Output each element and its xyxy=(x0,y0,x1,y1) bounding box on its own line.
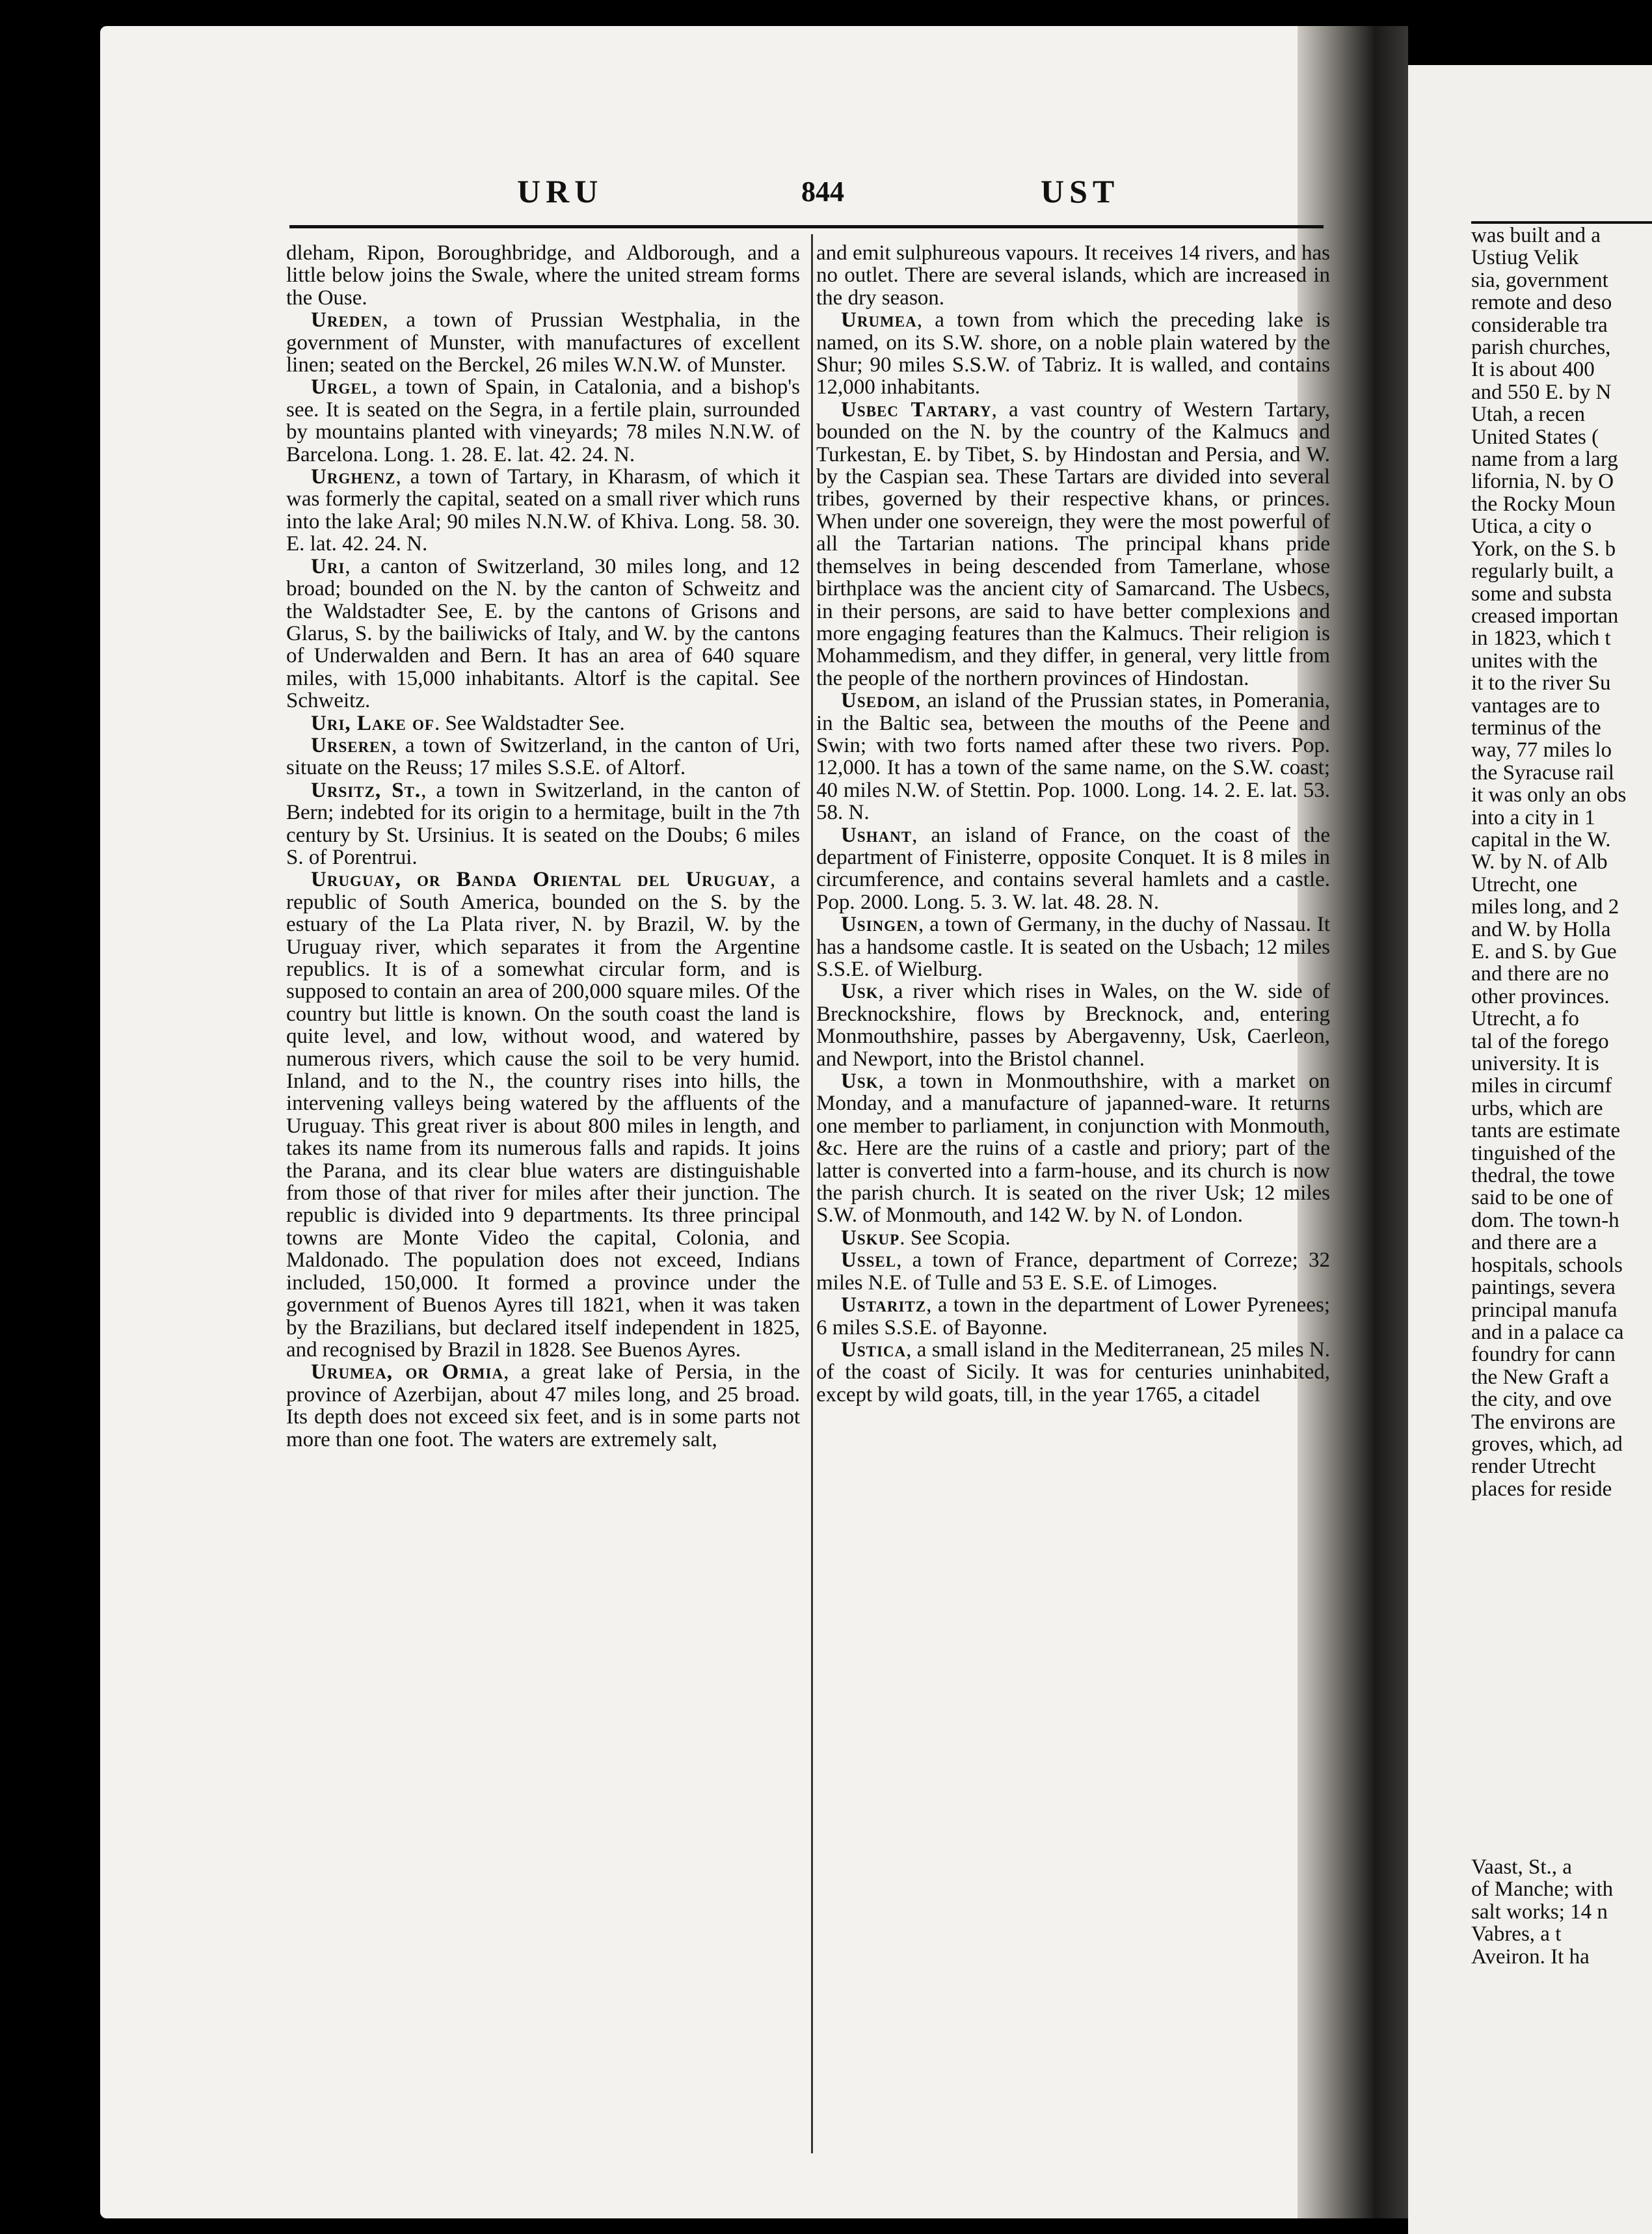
entry-headword: Ustica xyxy=(841,1338,907,1362)
text-line: Vabres, a t xyxy=(1471,1922,1562,1946)
text-line: creased importan xyxy=(1471,604,1619,628)
dictionary-entry xyxy=(286,376,800,466)
column-divider xyxy=(811,234,813,2153)
text-line: the Syracuse rail xyxy=(1471,760,1614,785)
text-line: The environs are xyxy=(1471,1410,1616,1434)
entry-text: , a vast country of Western Tartary, bounded on the N. by the country of the Kalmucs and Turkestan, E. by Tibet, S. by Hindostan and Persia, and W. by the Caspian sea. These Tartars are divided into several tribes, governed by their respective khans, or princes. When under one sovereign, they were the most powerful of all the Tartarian nations. The principal khans pride themselves in being descended from Tamerlane, whose birthplace was the ancient city of Samarcand. The Usbecs, in their persons, are said to have better complexions and more engaging features than the Kalmucs. Their religion is Mohammedism, and they differ, in general, very little from the people of the northern provinces of Hindostan. xyxy=(816,397,1330,690)
text-line: E. and S. by Gue xyxy=(1471,940,1617,963)
dictionary-entry xyxy=(816,913,1330,980)
text-line: places for reside xyxy=(1471,1477,1612,1501)
text-line: Vaast, St., a xyxy=(1471,1855,1572,1879)
adjacent-page-column xyxy=(1471,224,1652,1500)
running-header xyxy=(195,166,1343,218)
entry-headword: Urumea, or Ormia xyxy=(311,1360,504,1384)
text-line: York, on the S. b xyxy=(1471,537,1616,561)
text-line: some and substa xyxy=(1471,582,1612,606)
entry-text: , a town from which the preceding lake is named, on its S.W. shore, on a noble plain watered by the Shur; 90 miles S.S.W. of Tabriz. It is walled, and contains 12,000 inhabitants. xyxy=(816,308,1330,399)
dictionary-entry xyxy=(816,1249,1330,1294)
entry-headword: Ureden xyxy=(311,308,383,332)
entry-headword: Ursitz, St. xyxy=(311,778,421,802)
entry-headword: Ustaritz xyxy=(841,1293,927,1317)
text-line: name from a larg xyxy=(1471,448,1618,472)
text-line: of Manche; with xyxy=(1471,1877,1614,1902)
entry-headword: Uri xyxy=(311,554,345,578)
text-line: render Utrecht xyxy=(1471,1455,1596,1479)
text-line: it was only an obs xyxy=(1471,783,1627,807)
entry-text: and emit sulphureous vapours. It receives 14 rivers, and has no outlet. There are several islands, which are increased in the dry season. xyxy=(816,241,1330,310)
text-line: Utica, a city o xyxy=(1471,515,1592,539)
text-line: university. It is xyxy=(1471,1052,1599,1076)
header-left-guide-word: URU xyxy=(517,173,604,209)
dictionary-entry xyxy=(816,1294,1330,1339)
dictionary-entry xyxy=(286,1361,800,1451)
entry-headword: Usk xyxy=(841,980,879,1004)
dictionary-entry xyxy=(286,556,800,712)
text-line: dom. The town-h xyxy=(1471,1208,1619,1232)
dictionary-entry xyxy=(816,399,1330,690)
left-column xyxy=(286,242,800,1451)
header-right-guide-word: UST xyxy=(1041,173,1120,209)
text-line: It is about 400 xyxy=(1471,358,1595,382)
text-line: was built and a xyxy=(1471,224,1601,247)
dictionary-entry xyxy=(816,242,1330,309)
text-line: hospitals, schools xyxy=(1471,1253,1623,1277)
text-line: groves, which, ad xyxy=(1471,1432,1623,1456)
text-line: regularly built, a xyxy=(1471,559,1614,584)
entry-text: , a river which rises in Wales, on the W. side of Brecknockshire, flows by Brecknock, and, entering Monmouthshire, passes by Abergavenny, Usk, Caerleon, and Newport, into the Bristol channel. xyxy=(816,980,1330,1071)
text-line: W. by N. of Alb xyxy=(1471,850,1608,874)
entry-headword: Urseren xyxy=(311,733,392,757)
text-line: Ustiug Velik xyxy=(1471,246,1579,270)
entry-text: , a town of France, department of Correze; 32 miles N.E. of Tulle and 53 E. S.E. of Limoges. xyxy=(816,1248,1330,1295)
text-line: capital in the W. xyxy=(1471,828,1611,852)
dictionary-entry xyxy=(286,734,800,779)
text-line: other provinces. xyxy=(1471,984,1610,1008)
dictionary-entry xyxy=(816,690,1330,824)
text-line: it to the river Su xyxy=(1471,671,1611,695)
text-line: foundry for cann xyxy=(1471,1343,1616,1367)
text-line: urbs, which are xyxy=(1471,1096,1603,1120)
entry-text: , an island of the Prussian states, in Pomerania, in the Baltic sea, between the mouths of the Peene and Swin; with two forts named after these two rivers. Pop. 12,000. It has a town of the same name, on the S.W. coast; 40 miles N.W. of Stettin. Pop. 1000. Long. 14. 2. E. lat. 53. 58. N. xyxy=(816,689,1330,825)
text-line: considerable tra xyxy=(1471,313,1608,337)
text-line: terminus of the xyxy=(1471,716,1601,740)
dictionary-entry xyxy=(816,309,1330,399)
text-line: and there are no xyxy=(1471,962,1609,986)
entry-headword: Usbec Tartary xyxy=(841,397,992,422)
text-line: the city, and ove xyxy=(1471,1388,1612,1412)
entry-text: dleham, Ripon, Boroughbridge, and Aldborough, and a little below joins the Swale, where the united stream forms the Ouse. xyxy=(286,241,800,310)
text-line: miles in circumf xyxy=(1471,1074,1612,1098)
text-line: Utrecht, a fo xyxy=(1471,1007,1579,1031)
entry-text: , a town in Switzerland, in the canton of Bern; indebted for its origin to a hermitage, built in the 7th century by St. Ursinius. It is seated on the Doubs; 6 miles S. of Porentrui. xyxy=(286,778,801,869)
entry-text: . See Waldstadter See. xyxy=(434,711,625,735)
entry-text: , a town of Tartary, in Kharasm, of which it was formerly the capital, seated on a small river which runs into the lake Aral; 90 miles N.N.W. of Khiva. Long. 58. 30. E. lat. 42. 24. N. xyxy=(286,465,800,556)
page-number: 844 xyxy=(801,176,844,208)
dictionary-entry xyxy=(286,712,800,734)
text-line: remote and deso xyxy=(1471,291,1612,315)
text-line: the Rocky Moun xyxy=(1471,492,1616,516)
text-line: Aveiron. It ha xyxy=(1471,1945,1590,1969)
header-rule xyxy=(289,225,1324,228)
text-line: United States ( xyxy=(1471,425,1599,449)
text-line: tinguished of the xyxy=(1471,1141,1616,1165)
text-line: parish churches, xyxy=(1471,336,1611,360)
text-line: principal manufa xyxy=(1471,1298,1618,1322)
entry-headword: Uri, Lake of xyxy=(311,711,434,735)
text-line: lifornia, N. by O xyxy=(1471,470,1614,494)
dictionary-entry xyxy=(816,824,1330,914)
right-column xyxy=(816,242,1330,1406)
entry-text: , a great lake of Persia, in the province of Azerbijan, about 47 miles long, and 25 broad. Its depth does not exceed six feet, and is in some parts not more than one foot. The waters are extremely salt, xyxy=(286,1360,800,1451)
text-line: paintings, severa xyxy=(1471,1276,1616,1300)
entry-text: , a town in Monmouthshire, with a market on Monday, and a manufacture of japanned-ware. It returns one member to parliament, in conjunction with Monmouth, &c. Here are the ruins of a castle and priory; part of the latter is converted into a farm-house, and its church is now the parish church. It is seated on the river Usk; 12 miles S.W. of Monmouth, and 142 W. by N. of London. xyxy=(816,1070,1330,1228)
entry-text: , a town of Prussian Westphalia, in the government of Munster, with manufactures of excellent linen; seated on the Berckel, 26 miles W.N.W. of Munster. xyxy=(286,308,800,377)
entry-text: , a town of Germany, in the duchy of Nassau. It has a handsome castle. It is seated on the Usbach; 12 miles S.S.E. of Wielburg. xyxy=(816,913,1330,981)
entry-text: , a small island in the Mediterranean, 25 miles N. of the coast of Sicily. It was for centuries uninhabited, except by wild goats, till, in the year 1765, a citadel xyxy=(816,1338,1330,1406)
entry-headword: Urumea xyxy=(841,308,917,332)
text-line: and there are a xyxy=(1471,1231,1597,1255)
entry-headword: Urghenz xyxy=(311,465,396,489)
text-line: miles long, and 2 xyxy=(1471,895,1619,919)
entry-text: , a town of Spain, in Catalonia, and a bishop's see. It is seated on the Segra, in a fertile plain, surrounded by mountains planted with vineyards; 78 miles N.N.W. of Barcelona. Long. 1. 28. E. lat. 42. 24. N. xyxy=(286,375,800,466)
entry-text: , a town in the department of Lower Pyrenees; 6 miles S.S.E. of Bayonne. xyxy=(816,1293,1330,1339)
entry-headword: Uskup xyxy=(841,1226,900,1250)
entry-text: , a town of Switzerland, in the canton of Uri, situate on the Reuss; 17 miles S.S.E. of Altorf. xyxy=(286,733,800,780)
entry-headword: Usingen xyxy=(841,913,919,937)
text-line: and in a palace ca xyxy=(1471,1320,1624,1344)
text-line: and 550 E. by N xyxy=(1471,380,1612,404)
text-line: salt works; 14 n xyxy=(1471,1900,1608,1924)
entry-text: , a republic of South America, bounded on the S. by the estuary of the La Plata river, N. by Brazil, W. by the Uruguay river, which separates it from the Argentine republics. It is of a somewhat circular form, and is supposed to contain an area of 200,000 square miles. Of the country but little is known. On the south coast the land is quite level, and low, without wood, and watered by numerous rivers, which cause the soil to be very humid. Inland, and to the N., the country rises into hills, the intervening valleys being watered by the affluents of the Uruguay. This great river is about 800 miles in length, and takes its name from its numerous falls and rapids. It joins the Parana, and its clear blue waters are distinguishable from those of that river for miles after their junction. The republic is divided into 9 departments. Its three principal towns are Monte Video the capital, Colonia, and Maldonado. The population does not exceed, Indians included, 150,000. It formed a province under the government of Buenos Ayres till 1821, when it was taken by the Brazilians, but declared itself independent in 1825, and recognised by Brazil in 1828. See Buenos Ayres. xyxy=(286,868,800,1362)
text-line: said to be one of xyxy=(1471,1186,1614,1210)
entry-text: , an island of France, on the coast of the department of Finisterre, opposite Conquet. It is 8 miles in circumference, and contains several hamlets and a castle. Pop. 2000. Long. 5. 3. W. lat. 48. 28. N. xyxy=(816,823,1330,914)
dictionary-entry xyxy=(286,466,800,556)
text-line: the New Graft a xyxy=(1471,1365,1609,1389)
dictionary-entry xyxy=(816,1227,1330,1249)
entry-headword: Ushant xyxy=(841,823,913,847)
text-line: way, 77 miles lo xyxy=(1471,738,1612,762)
dictionary-entry xyxy=(816,1339,1330,1406)
text-line: Utrecht, one xyxy=(1471,872,1578,896)
entry-headword: Uruguay, or Banda Oriental del Uruguay xyxy=(311,868,771,892)
dictionary-entry xyxy=(816,1070,1330,1227)
text-line: tants are estimate xyxy=(1471,1119,1621,1143)
entry-text: . See Scopia. xyxy=(899,1226,1011,1250)
entry-headword: Usk xyxy=(841,1070,879,1094)
text-line: thedral, the towe xyxy=(1471,1164,1615,1188)
dictionary-entry xyxy=(286,309,800,376)
text-line: and W. by Holla xyxy=(1471,917,1611,941)
text-line: into a city in 1 xyxy=(1471,805,1595,829)
text-line: Utah, a recen xyxy=(1471,403,1585,427)
entry-headword: Urgel xyxy=(311,375,373,399)
text-line: in 1823, which t xyxy=(1471,626,1611,651)
dictionary-entry xyxy=(816,980,1330,1070)
dictionary-entry xyxy=(286,868,800,1361)
entry-text: , a canton of Switzerland, 30 miles long, and 12 broad; bounded on the N. by the canton of Schweitz and the Waldstadter See, E. by the cantons of Grisons and Glarus, S. by the bailiwicks of Italy, and W. by the cantons of Underwalden and Bern. It has an area of 640 square miles, with 15,000 inhabitants. Altorf is the capital. See Schweitz. xyxy=(286,554,800,713)
adjacent-page-lower-entries xyxy=(1471,1856,1613,1968)
text-line: vantages are to xyxy=(1471,693,1600,718)
text-line: sia, government xyxy=(1471,268,1608,292)
text-line: tal of the forego xyxy=(1471,1029,1609,1053)
entry-headword: Ussel xyxy=(841,1248,897,1272)
dictionary-entry xyxy=(286,242,800,309)
entry-headword: Usedom xyxy=(841,689,916,713)
dictionary-entry xyxy=(286,779,800,869)
text-line: unites with the xyxy=(1471,649,1598,673)
